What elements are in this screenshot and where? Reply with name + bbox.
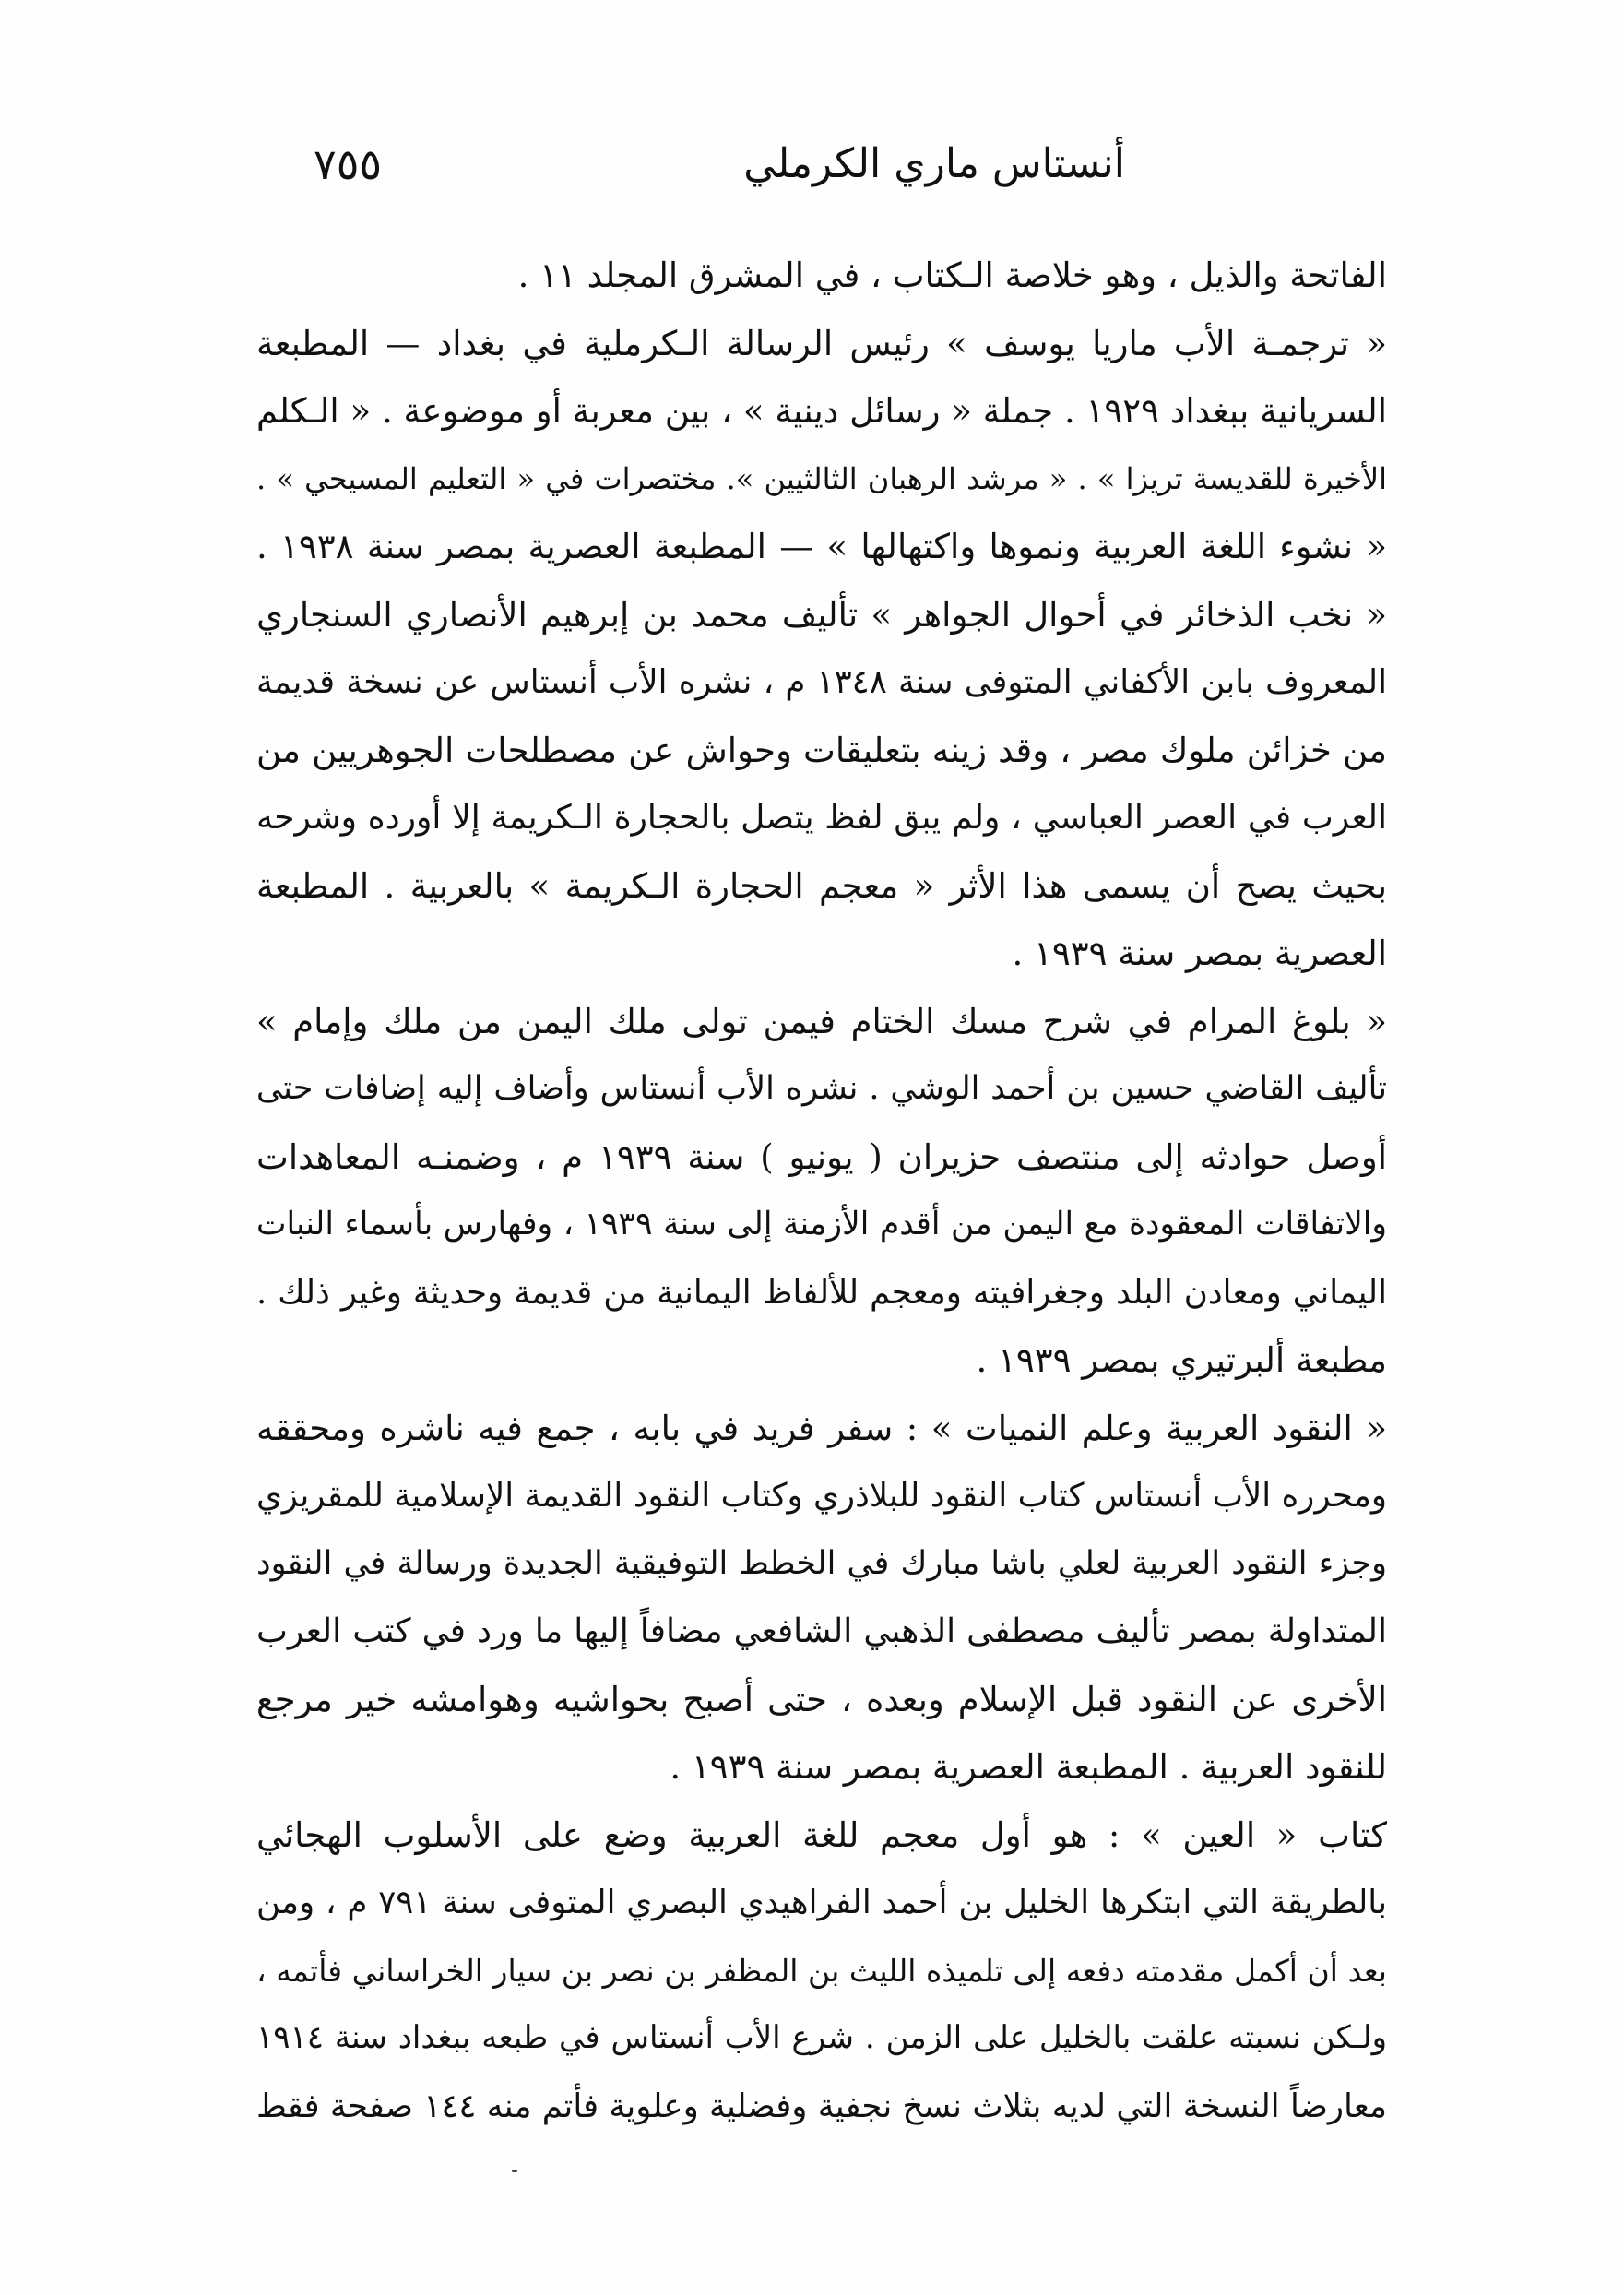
page-number: ٧٥٥ (314, 139, 383, 189)
text-line: معارضاً النسخة التي لديه بثلاث نسخ نجفية وفضلية وعلوية فأتم منه ١٤٤ صفحة فقط (256, 2087, 1388, 2125)
text-line: العرب في العصر العباسي ، ولم يبق لفظ يتصل بالحجارة الـكريمة إلا أورده وشرحه (256, 799, 1387, 837)
text-line: ولـكن نسبته علقت بالخليل على الزمن . شرع الأب أنستاس في طبعه ببغداد سنة ١٩١٤ (256, 2019, 1387, 2056)
text-line: « النقود العربية وعلم النميات » : سفر فريد في بابه ، جمع فيه ناشره ومحققه (256, 1408, 1387, 1448)
running-title: أنستاس ماري الكرملي (743, 140, 1125, 187)
text-line: « نخب الذخائر في أحوال الجواهر » تأليف محمد بن إبرهيم الأنصاري السنجاري (256, 594, 1387, 635)
text-line: بالطريقة التي ابتكرها الخليل بن أحمد الفراهيدي البصري المتوفى سنة ٧٩١ م ، ومن (256, 1884, 1387, 1921)
text-line: « ترجمـة الأب ماريا يوسف » رئيس الرسالة الـكرملية في بغداد — المطبعة (256, 323, 1387, 363)
body-text (256, 242, 1387, 2140)
text-line: بحيث يصح أن يسمى هذا الأثر « معجم الحجارة الـكريمة » بالعربية . المطبعة (256, 865, 1387, 906)
text-line: ومحرره الأب أنستاس كتاب النقود للبلاذري وكتاب النقود القديمة الإسلامية للمقريزي (256, 1477, 1387, 1515)
text-line: المعروف بابن الأكفاني المتوفى سنة ١٣٤٨ م ، نشره الأب أنستاس عن نسخة قديمة (256, 663, 1387, 701)
text-line: تأليف القاضي حسين بن أحمد الوشي . نشره الأب أنستاس وأضاف إليه إضافات حتى (256, 1070, 1387, 1107)
text-line: مطبعة ألبرتيري بمصر ١٩٣٩ . (976, 1340, 1387, 1380)
text-line: « نشوء اللغة العربية ونموها واكتهالها » — المطبعة العصرية بمصر سنة ١٩٣٨ . (256, 527, 1387, 566)
print-speck (512, 2170, 517, 2172)
text-line: المتداولة بمصر تأليف مصطفى الذهبي الشافعي مضافاً إليها ما ورد في كتب العرب (256, 1612, 1387, 1650)
text-line: الفاتحة والذيل ، وهو خلاصة الـكتاب ، في المشرق المجلد ١١ . (517, 256, 1387, 295)
text-line: أوصل حوادثه إلى منتصف حزيران ( يونيو ) سنة ١٩٣٩ م ، وضمنـه المعاهدات (256, 1136, 1387, 1177)
text-line: العصرية بمصر سنة ١٩٣٩ . (1012, 933, 1387, 973)
text-line: السريانية ببغداد ١٩٢٩ . جملة « رسائل دينية » ، بين معربة أو موضوعة . « الـكلم (256, 391, 1388, 431)
text-line: وجزء النقود العربية لعلي باشا مبارك في الخطط التوفيقية الجديدة ورسالة في النقود (256, 1544, 1387, 1582)
text-line: الأخرى عن النقود قبل الإسلام وبعده ، حتى أصبح بحواشيه وهوامشه خير مرجع (256, 1679, 1387, 1719)
text-line: اليماني ومعادن البلد وجغرافيته ومعجم للألفاظ اليمانية من قديمة وحديثة وغير ذلك . (256, 1273, 1387, 1312)
text-line: والاتفاقات المعقودة مع اليمن من أقدم الأزمنة إلى سنة ١٩٣٩ ، وفهارس بأسماء النبات (256, 1206, 1388, 1243)
text-line: للنقود العربية . المطبعة العصرية بمصر سنة ١٩٣٩ . (670, 1747, 1387, 1787)
text-line: بعد أن أكمل مقدمته دفعه إلى تلميذه الليث بن المظفر بن نصر بن سيار الخراساني فأتمه ، (256, 1952, 1387, 1989)
text-line: « بلوغ المرام في شرح مسك الختام فيمن تولى ملك اليمن من ملك وإمام » (256, 1001, 1387, 1041)
text-line: الأخيرة للقديسة تريزا » . « مرشد الرهبان الثالثيين ». مختصرات في « التعليم المسيحي » . (256, 460, 1387, 496)
running-head (314, 137, 1383, 201)
text-line: كتاب « العين » : هو أول معجم للغة العربية وضع على الأسلوب الهجائي (256, 1814, 1387, 1855)
text-line: من خزائن ملوك مصر ، وقد زينه بتعليقات وحواش عن مصطلحات الجوهريين من (256, 730, 1387, 770)
